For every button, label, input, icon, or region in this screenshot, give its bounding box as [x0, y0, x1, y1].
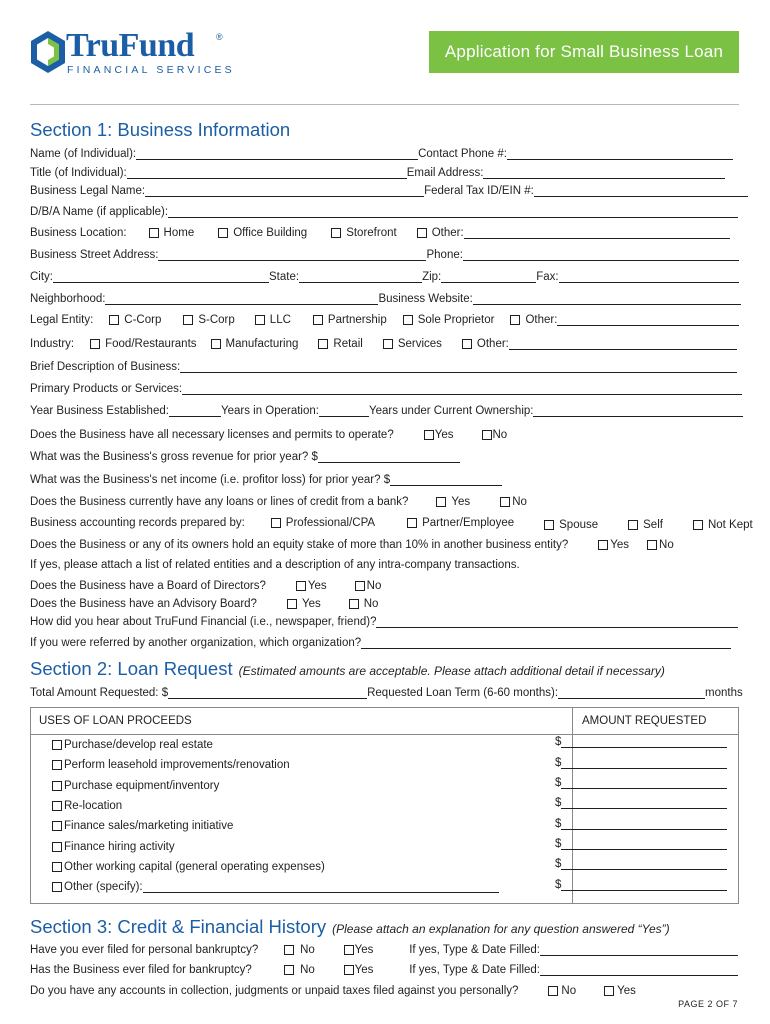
- use-item-marketing[interactable]: Finance sales/marketing initiative: [52, 820, 233, 832]
- dba-field[interactable]: [168, 206, 738, 218]
- website-label: Business Website:: [378, 293, 473, 305]
- industry-services-option[interactable]: Services: [383, 338, 442, 350]
- row-city: [30, 267, 738, 283]
- industry-retail-option[interactable]: Retail: [318, 338, 362, 350]
- row-loans: [30, 492, 527, 508]
- checkbox[interactable]: [255, 315, 265, 325]
- checkbox[interactable]: [284, 945, 294, 955]
- use-item-hiring[interactable]: Finance hiring activity: [52, 841, 175, 853]
- board-no-option[interactable]: No: [355, 580, 382, 592]
- phone-field[interactable]: [507, 148, 733, 160]
- logo-hexagon-icon: [30, 30, 66, 74]
- checkbox[interactable]: [271, 518, 281, 528]
- checkbox[interactable]: [52, 882, 62, 892]
- taxid-field[interactable]: [534, 185, 748, 197]
- industry-label: Industry:: [30, 338, 75, 350]
- city-label: City:: [30, 271, 53, 283]
- advisory-yes-option[interactable]: Yes: [287, 598, 321, 610]
- checkbox[interactable]: [510, 315, 520, 325]
- use-item-equipment[interactable]: Purchase equipment/inventory: [52, 780, 219, 792]
- amount-row: $: [555, 797, 727, 809]
- products-field[interactable]: [182, 383, 742, 395]
- amount-field[interactable]: [561, 736, 727, 748]
- use-item-relocation[interactable]: Re-location: [52, 800, 122, 812]
- legal-name-label: Business Legal Name:: [30, 185, 146, 197]
- collections-yes-option[interactable]: Yes: [604, 985, 636, 997]
- neighborhood-label: Neighborhood:: [30, 293, 106, 305]
- row-dba: [30, 202, 738, 218]
- checkbox[interactable]: [183, 315, 193, 325]
- attach-note: If yes, please attach a list of related entities and a description of any intra-company transactions.: [30, 559, 520, 571]
- equity-no-option[interactable]: No: [647, 539, 674, 551]
- neighborhood-field[interactable]: [105, 293, 378, 305]
- licenses-no-option[interactable]: No: [482, 429, 508, 441]
- row-neighborhood: [30, 289, 738, 305]
- checkbox[interactable]: [52, 740, 62, 750]
- use-item-leasehold[interactable]: Perform leasehold improvements/renovation: [52, 759, 290, 771]
- checkbox[interactable]: [500, 497, 510, 507]
- records-spouse-option[interactable]: Spouse: [544, 519, 598, 531]
- business-yes-option[interactable]: Yes: [344, 964, 410, 976]
- years-operation-field[interactable]: [319, 405, 369, 417]
- years-ownership-label: Years under Current Ownership:: [368, 405, 534, 417]
- row-street: [30, 245, 738, 261]
- amount-row: $: [555, 757, 727, 769]
- checkbox[interactable]: [52, 781, 62, 791]
- personal-iftype-field[interactable]: [540, 944, 738, 956]
- location-office-option[interactable]: Office Building: [218, 227, 307, 239]
- business-iftype-field[interactable]: [540, 964, 738, 976]
- entity-ccorp-option[interactable]: C-Corp: [109, 314, 161, 326]
- checkbox[interactable]: [344, 965, 354, 975]
- advisory-label: Does the Business have an Advisory Board?: [30, 598, 257, 610]
- checkbox[interactable]: [604, 986, 614, 996]
- brand-subtitle: FINANCIAL SERVICES: [67, 64, 235, 76]
- loans-label: Does the Business currently have any loans or lines of credit from a bank?: [30, 496, 409, 508]
- products-label: Primary Products or Services:: [30, 383, 183, 395]
- row-industry: [30, 334, 738, 350]
- gross-field[interactable]: [318, 451, 460, 463]
- row-net: [30, 470, 502, 486]
- row-advisory: [30, 594, 378, 610]
- licenses-yes-option[interactable]: Yes: [424, 429, 454, 441]
- total-amount-label: Total Amount Requested: $: [30, 687, 169, 699]
- checkbox[interactable]: [403, 315, 413, 325]
- year-established-label: Year Business Established:: [30, 405, 169, 417]
- row-attach: [30, 555, 520, 571]
- email-label: Email Address:: [406, 167, 484, 179]
- amount-field[interactable]: [561, 818, 727, 830]
- checkbox[interactable]: [548, 986, 558, 996]
- checkbox[interactable]: [693, 520, 703, 530]
- city-field[interactable]: [53, 271, 269, 283]
- business-iftype-label: If yes, Type & Date Filled:: [409, 964, 541, 976]
- row-brief: [30, 357, 738, 373]
- section-3-title: [30, 916, 670, 938]
- location-other-option[interactable]: Other:: [417, 227, 464, 239]
- amount-field[interactable]: [561, 838, 727, 850]
- checkbox[interactable]: [407, 518, 417, 528]
- row-personal-bankruptcy: [30, 940, 738, 956]
- row-legal-tax: [30, 181, 736, 197]
- brief-field[interactable]: [180, 361, 737, 373]
- use-item-working-capital[interactable]: Other working capital (general operating expenses): [52, 861, 325, 873]
- records-label: Business accounting records prepared by:: [30, 517, 245, 529]
- industry-other-option[interactable]: Other:: [462, 338, 509, 350]
- row-legal-entity: [30, 310, 738, 326]
- checkbox[interactable]: [647, 540, 657, 550]
- industry-food-option[interactable]: Food/Restaurants: [90, 338, 196, 350]
- checkbox[interactable]: [344, 945, 354, 955]
- amount-column-header: AMOUNT REQUESTED: [582, 715, 707, 727]
- checkbox[interactable]: [331, 228, 341, 238]
- brand-name: TruFund: [66, 27, 195, 64]
- personal-yes-option[interactable]: Yes: [344, 944, 410, 956]
- referred-label: If you were referred by another organization, which organization?: [30, 637, 362, 649]
- checkbox[interactable]: [417, 228, 427, 238]
- dba-label: D/B/A Name (if applicable):: [30, 206, 169, 218]
- loan-proceeds-table: [30, 707, 739, 904]
- checkbox[interactable]: [436, 497, 446, 507]
- amount-field[interactable]: [561, 797, 727, 809]
- entity-other-option[interactable]: Other:: [510, 314, 557, 326]
- row-gross: [30, 447, 460, 463]
- location-storefront-option[interactable]: Storefront: [331, 227, 397, 239]
- location-label: Business Location:: [30, 227, 127, 239]
- checkbox[interactable]: [109, 315, 119, 325]
- name-label: Name (of Individual):: [30, 148, 137, 160]
- amount-row: $: [555, 838, 727, 850]
- registered-mark: ®: [216, 32, 223, 42]
- row-records: [30, 513, 753, 531]
- checkbox[interactable]: [355, 581, 365, 591]
- state-label: State:: [269, 271, 300, 283]
- amount-row: $: [555, 777, 727, 789]
- amount-row: $: [555, 879, 727, 891]
- business-no-option[interactable]: No: [284, 964, 344, 976]
- section-2-heading: Section 2: Loan Request: [30, 658, 233, 679]
- collections-no-option[interactable]: No: [548, 985, 576, 997]
- net-field[interactable]: [390, 474, 502, 486]
- checkbox[interactable]: [52, 842, 62, 852]
- checkbox[interactable]: [52, 801, 62, 811]
- section-3-heading: Section 3: Credit & Financial History: [30, 916, 327, 937]
- street-label: Business Street Address:: [30, 249, 159, 261]
- entity-sole-option[interactable]: Sole Proprietor: [403, 314, 495, 326]
- row-referred: [30, 633, 738, 649]
- collections-label: Do you have any accounts in collection, judgments or unpaid taxes filed against you personally?: [30, 985, 519, 997]
- row-location: [30, 223, 738, 239]
- loan-term-field[interactable]: [558, 687, 705, 699]
- checkbox[interactable]: [482, 430, 492, 440]
- row-equity: [30, 535, 674, 551]
- website-field[interactable]: [473, 293, 741, 305]
- section-3-note: (Please attach an explanation for any question answered “Yes”): [332, 922, 670, 936]
- hear-field[interactable]: [376, 616, 738, 628]
- title-field[interactable]: [127, 167, 407, 179]
- checkbox[interactable]: [628, 520, 638, 530]
- checkbox[interactable]: [52, 821, 62, 831]
- taxid-label: Federal Tax ID/EIN #:: [424, 185, 534, 197]
- checkbox[interactable]: [52, 862, 62, 872]
- board-label: Does the Business have a Board of Directors?: [30, 580, 266, 592]
- section-2-title: [30, 658, 665, 680]
- uses-column-header: USES OF LOAN PROCEEDS: [39, 715, 192, 727]
- personal-iftype-label: If yes, Type & Date Filled:: [409, 944, 541, 956]
- total-amount-field[interactable]: [168, 687, 367, 699]
- loan-term-label: Requested Loan Term (6-60 months):: [367, 687, 559, 699]
- checkbox[interactable]: [90, 339, 100, 349]
- title-label: Title (of Individual):: [30, 167, 127, 179]
- checkbox[interactable]: [598, 540, 608, 550]
- records-cpa-option[interactable]: Professional/CPA: [271, 517, 375, 529]
- checkbox[interactable]: [284, 965, 294, 975]
- phone2-label: Phone:: [426, 249, 463, 261]
- row-name-phone: [30, 144, 736, 160]
- business-bankruptcy-label: Has the Business ever filed for bankruptcy?: [30, 964, 252, 976]
- months-label: months: [705, 687, 743, 699]
- amount-row: $: [555, 818, 727, 830]
- zip-label: Zip:: [422, 271, 442, 283]
- page-number: PAGE 2 OF 7: [678, 999, 738, 1009]
- email-field[interactable]: [483, 167, 725, 179]
- phone-label: Contact Phone #:: [418, 148, 507, 160]
- amount-row: $: [555, 736, 727, 748]
- row-board: [30, 576, 381, 592]
- checkbox[interactable]: [318, 339, 328, 349]
- industry-manufacturing-option[interactable]: Manufacturing: [211, 338, 299, 350]
- checkbox[interactable]: [424, 430, 434, 440]
- use-item-other[interactable]: Other (specify):: [52, 881, 499, 893]
- header-divider-line: [31, 734, 738, 735]
- checkbox[interactable]: [52, 760, 62, 770]
- location-home-option[interactable]: Home: [149, 227, 195, 239]
- name-field[interactable]: [136, 148, 418, 160]
- phone2-field[interactable]: [463, 249, 739, 261]
- personal-bankruptcy-label: Have you ever filed for personal bankruptcy?: [30, 944, 259, 956]
- use-item-real-estate[interactable]: Purchase/develop real estate: [52, 739, 213, 751]
- amount-row: $: [555, 858, 727, 870]
- entity-other-field[interactable]: [557, 314, 739, 326]
- brief-label: Brief Description of Business:: [30, 361, 181, 373]
- amount-field[interactable]: [561, 777, 727, 789]
- loans-no-option[interactable]: No: [500, 496, 527, 508]
- years-operation-label: Years in Operation:: [220, 405, 319, 417]
- records-partner-option[interactable]: Partner/Employee: [407, 517, 514, 529]
- checkbox[interactable]: [349, 599, 359, 609]
- fax-label: Fax:: [536, 271, 559, 283]
- checkbox[interactable]: [211, 339, 221, 349]
- checkbox[interactable]: [313, 315, 323, 325]
- records-self-option[interactable]: Self: [628, 519, 663, 531]
- net-label: What was the Business's net income (i.e. profitor loss) for prior year? $: [30, 474, 391, 486]
- checkbox[interactable]: [218, 228, 228, 238]
- zip-field[interactable]: [441, 271, 536, 283]
- section-1-title: Section 1: Business Information: [30, 119, 291, 140]
- row-years: [30, 401, 738, 417]
- checkbox[interactable]: [544, 520, 554, 530]
- location-other-field[interactable]: [464, 227, 730, 239]
- checkbox[interactable]: [462, 339, 472, 349]
- state-field[interactable]: [299, 271, 422, 283]
- fax-field[interactable]: [559, 271, 739, 283]
- amount-field[interactable]: [561, 879, 727, 891]
- row-licenses: [30, 425, 507, 441]
- row-products: [30, 379, 738, 395]
- board-yes-option[interactable]: Yes: [296, 580, 327, 592]
- equity-label: Does the Business or any of its owners hold an equity stake of more than 10% in another business entity?: [30, 539, 569, 551]
- row-business-bankruptcy: [30, 960, 738, 976]
- gross-label: What was the Business's gross revenue for prior year? $: [30, 451, 318, 463]
- licenses-label: Does the Business have all necessary licenses and permits to operate?: [30, 429, 394, 441]
- years-ownership-field[interactable]: [533, 405, 743, 417]
- entity-label: Legal Entity:: [30, 314, 94, 326]
- referred-field[interactable]: [361, 637, 731, 649]
- entity-partnership-option[interactable]: Partnership: [313, 314, 387, 326]
- personal-no-option[interactable]: No: [284, 944, 344, 956]
- legal-name-field[interactable]: [145, 185, 424, 197]
- section-2-note: (Estimated amounts are acceptable. Please attach additional detail if necessary): [238, 664, 665, 678]
- use-other-field[interactable]: [143, 881, 499, 893]
- checkbox[interactable]: [149, 228, 159, 238]
- entity-scorp-option[interactable]: S-Corp: [183, 314, 234, 326]
- form-title-banner: Application for Small Business Loan: [429, 31, 739, 73]
- checkbox[interactable]: [287, 599, 297, 609]
- checkbox[interactable]: [296, 581, 306, 591]
- industry-other-field[interactable]: [509, 338, 737, 350]
- entity-llc-option[interactable]: LLC: [255, 314, 291, 326]
- header-divider: [30, 104, 739, 105]
- loans-yes-option[interactable]: Yes: [436, 496, 470, 508]
- checkbox[interactable]: [383, 339, 393, 349]
- year-established-field[interactable]: [169, 405, 221, 417]
- row-hear: [30, 612, 738, 628]
- row-total-amount: [30, 683, 743, 699]
- amount-field[interactable]: [561, 858, 727, 870]
- equity-yes-option[interactable]: Yes: [598, 539, 629, 551]
- street-field[interactable]: [158, 249, 426, 261]
- advisory-no-option[interactable]: No: [349, 598, 379, 610]
- row-title-email: [30, 163, 736, 179]
- records-notkept-option[interactable]: Not Kept: [693, 519, 753, 531]
- hear-label: How did you hear about TruFund Financial (i.e., newspaper, friend)?: [30, 616, 377, 628]
- row-collections: [30, 981, 636, 997]
- amount-field[interactable]: [561, 757, 727, 769]
